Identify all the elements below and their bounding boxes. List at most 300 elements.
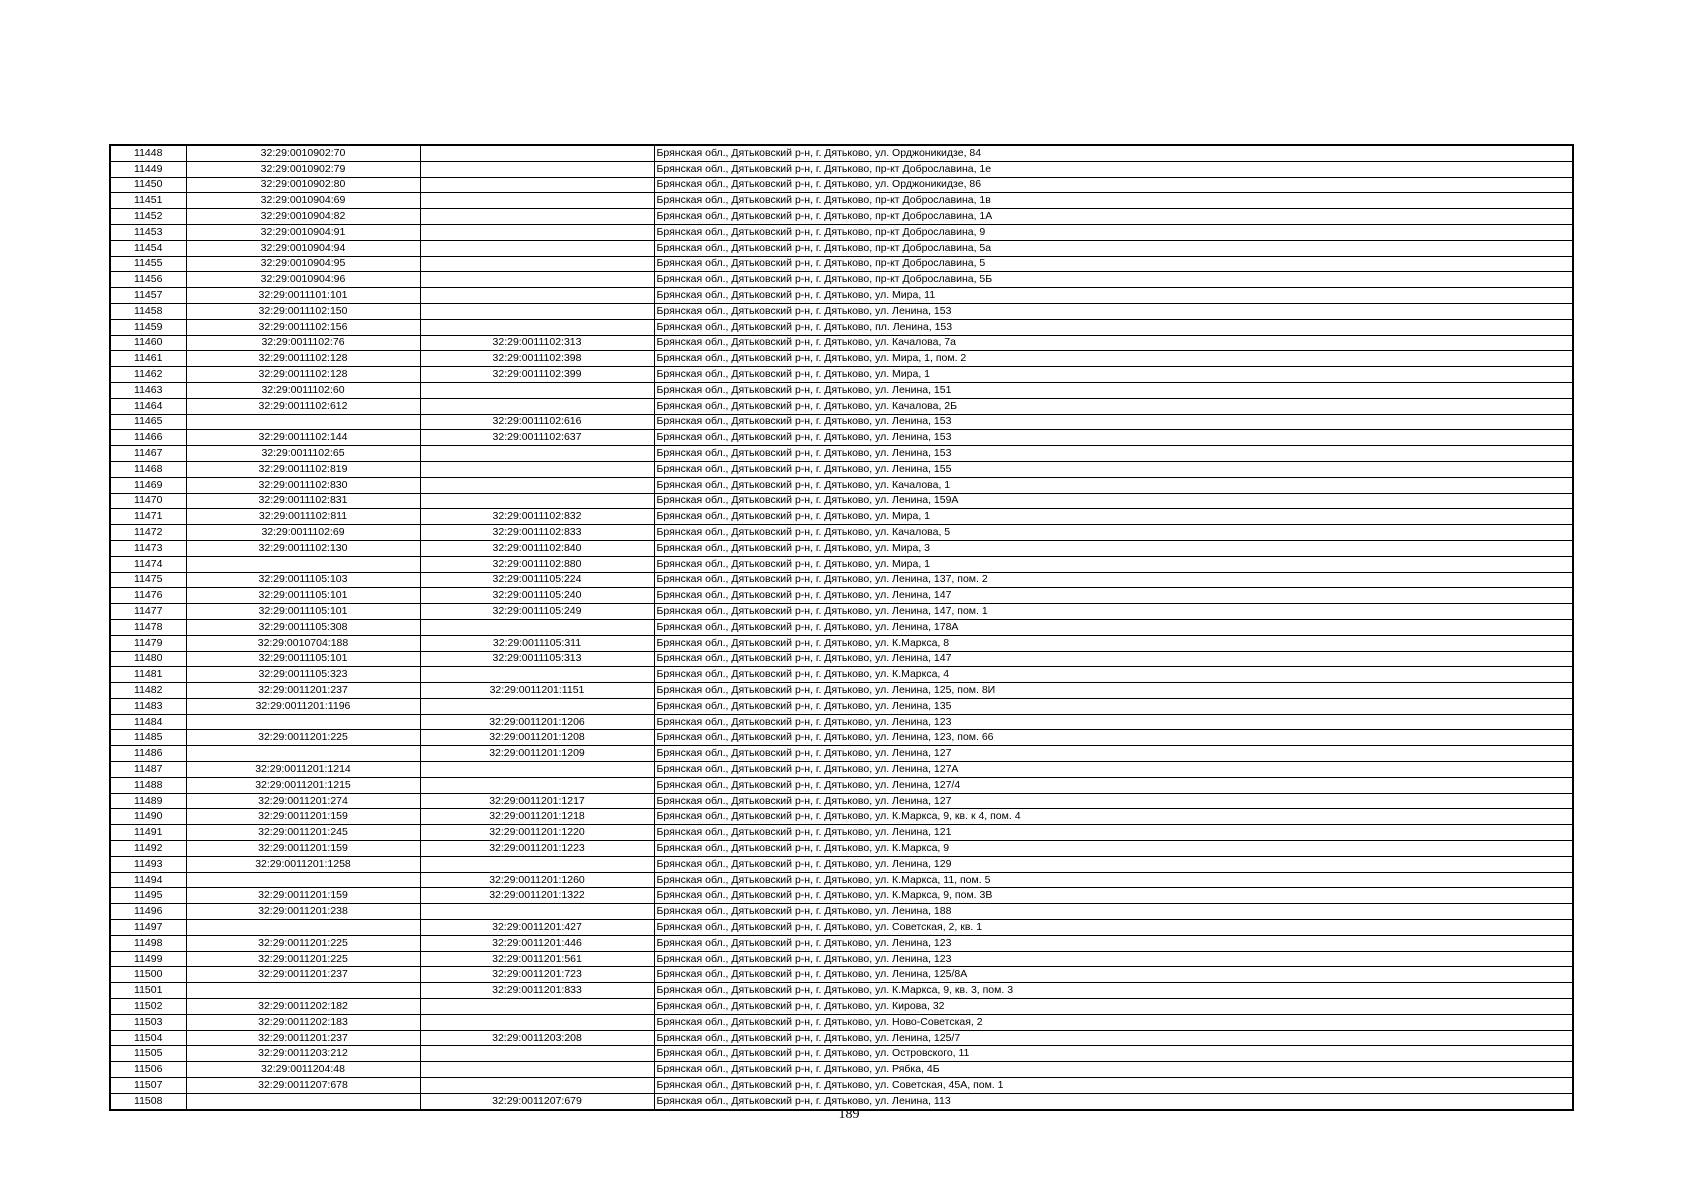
address-cell: Брянская обл., Дятьковский р-н, г. Дятьково, ул. Ленина, 147, пом. 1 (654, 604, 1573, 620)
table-row (110, 209, 1573, 225)
row-number-cell: 11501 (110, 983, 186, 999)
row-number-cell: 11497 (110, 920, 186, 936)
object-cadastral-number-cell (420, 461, 654, 477)
cadastral-number-cell (186, 983, 420, 999)
table-row (110, 825, 1573, 841)
object-cadastral-number-cell: 32:29:0011105:224 (420, 572, 654, 588)
table-row (110, 714, 1573, 730)
table-row (110, 303, 1573, 319)
cadastral-number-cell: 32:29:0010704:188 (186, 635, 420, 651)
table-row (110, 1014, 1573, 1030)
cadastral-number-cell (186, 714, 420, 730)
cadastral-number-cell: 32:29:0011102:830 (186, 477, 420, 493)
row-number-cell: 11496 (110, 904, 186, 920)
table-row (110, 193, 1573, 209)
cadastral-number-cell: 32:29:0011105:101 (186, 588, 420, 604)
object-cadastral-number-cell: 32:29:0011207:679 (420, 1093, 654, 1109)
cadastral-number-cell: 32:29:0011201:159 (186, 809, 420, 825)
cadastral-number-cell: 32:29:0011201:159 (186, 888, 420, 904)
cadastral-number-cell: 32:29:0011201:1215 (186, 777, 420, 793)
row-number-cell: 11457 (110, 288, 186, 304)
row-number-cell: 11468 (110, 461, 186, 477)
row-number-cell: 11508 (110, 1093, 186, 1109)
address-cell: Брянская обл., Дятьковский р-н, г. Дятьково, ул. К.Маркса, 8 (654, 635, 1573, 651)
row-number-cell: 11487 (110, 762, 186, 778)
address-cell: Брянская обл., Дятьковский р-н, г. Дятьково, ул. Ленина, 153 (654, 446, 1573, 462)
cadastral-number-cell: 32:29:0011102:831 (186, 493, 420, 509)
cadastral-number-cell (186, 556, 420, 572)
object-cadastral-number-cell: 32:29:0011201:1151 (420, 683, 654, 699)
object-cadastral-number-cell (420, 209, 654, 225)
table-row (110, 272, 1573, 288)
object-cadastral-number-cell (420, 193, 654, 209)
address-cell: Брянская обл., Дятьковский р-н, г. Дятьково, ул. Ленина, 178А (654, 619, 1573, 635)
row-number-cell: 11452 (110, 209, 186, 225)
address-cell: Брянская обл., Дятьковский р-н, г. Дятьково, пр-кт Доброславина, 5Б (654, 272, 1573, 288)
address-cell: Брянская обл., Дятьковский р-н, г. Дятьково, ул. К.Маркса, 9, кв. к 4, пом. 4 (654, 809, 1573, 825)
address-cell: Брянская обл., Дятьковский р-н, г. Дятьково, ул. Ленина, 153 (654, 414, 1573, 430)
row-number-cell: 11481 (110, 667, 186, 683)
object-cadastral-number-cell: 32:29:0011105:249 (420, 604, 654, 620)
object-cadastral-number-cell: 32:29:0011201:1220 (420, 825, 654, 841)
cadastral-number-cell (186, 872, 420, 888)
object-cadastral-number-cell: 32:29:0011105:313 (420, 651, 654, 667)
address-cell: Брянская обл., Дятьковский р-н, г. Дятьково, ул. Ленина, 153 (654, 303, 1573, 319)
object-cadastral-number-cell: 32:29:0011203:208 (420, 1030, 654, 1046)
table-row (110, 1078, 1573, 1094)
registry-table-body (110, 145, 1573, 1110)
address-cell: Брянская обл., Дятьковский р-н, г. Дятьково, ул. Мира, 1 (654, 556, 1573, 572)
address-cell: Брянская обл., Дятьковский р-н, г. Дятьково, пр-кт Доброславина, 9 (654, 224, 1573, 240)
row-number-cell: 11466 (110, 430, 186, 446)
cadastral-number-cell: 32:29:0011102:76 (186, 335, 420, 351)
cadastral-number-cell: 32:29:0011102:811 (186, 509, 420, 525)
object-cadastral-number-cell (420, 177, 654, 193)
object-cadastral-number-cell (420, 698, 654, 714)
cadastral-number-cell: 32:29:0010902:79 (186, 161, 420, 177)
table-row (110, 983, 1573, 999)
object-cadastral-number-cell: 32:29:0011201:427 (420, 920, 654, 936)
object-cadastral-number-cell: 32:29:0011102:399 (420, 367, 654, 383)
address-cell: Брянская обл., Дятьковский р-н, г. Дятьково, ул. Ленина, 123 (654, 714, 1573, 730)
table-row (110, 1062, 1573, 1078)
address-cell: Брянская обл., Дятьковский р-н, г. Дятьково, ул. Ленина, 129 (654, 856, 1573, 872)
cadastral-number-cell: 32:29:0011102:612 (186, 398, 420, 414)
address-cell: Брянская обл., Дятьковский р-н, г. Дятьково, ул. Островского, 11 (654, 1046, 1573, 1062)
row-number-cell: 11472 (110, 525, 186, 541)
table-row (110, 746, 1573, 762)
object-cadastral-number-cell: 32:29:0011102:880 (420, 556, 654, 572)
object-cadastral-number-cell (420, 398, 654, 414)
table-row (110, 872, 1573, 888)
table-row (110, 525, 1573, 541)
row-number-cell: 11498 (110, 935, 186, 951)
table-row (110, 920, 1573, 936)
table-row (110, 335, 1573, 351)
address-cell: Брянская обл., Дятьковский р-н, г. Дятьково, ул. Советская, 2, кв. 1 (654, 920, 1573, 936)
row-number-cell: 11477 (110, 604, 186, 620)
row-number-cell: 11486 (110, 746, 186, 762)
table-row (110, 904, 1573, 920)
cadastral-number-cell: 32:29:0011102:65 (186, 446, 420, 462)
table-row (110, 509, 1573, 525)
object-cadastral-number-cell: 32:29:0011201:1208 (420, 730, 654, 746)
cadastral-number-cell: 32:29:0011102:128 (186, 351, 420, 367)
cadastral-number-cell: 32:29:0010902:80 (186, 177, 420, 193)
address-cell: Брянская обл., Дятьковский р-н, г. Дятьково, ул. К.Маркса, 11, пом. 5 (654, 872, 1573, 888)
row-number-cell: 11458 (110, 303, 186, 319)
row-number-cell: 11460 (110, 335, 186, 351)
table-row (110, 1030, 1573, 1046)
address-cell: Брянская обл., Дятьковский р-н, г. Дятьково, ул. Ленина, 121 (654, 825, 1573, 841)
table-row (110, 288, 1573, 304)
address-cell: Брянская обл., Дятьковский р-н, г. Дятьково, ул. Орджоникидзе, 84 (654, 145, 1573, 161)
object-cadastral-number-cell: 32:29:0011102:313 (420, 335, 654, 351)
row-number-cell: 11499 (110, 951, 186, 967)
row-number-cell: 11475 (110, 572, 186, 588)
cadastral-number-cell: 32:29:0011201:274 (186, 793, 420, 809)
row-number-cell: 11505 (110, 1046, 186, 1062)
row-number-cell: 11500 (110, 967, 186, 983)
table-row (110, 477, 1573, 493)
cadastral-number-cell (186, 414, 420, 430)
address-cell: Брянская обл., Дятьковский р-н, г. Дятьково, ул. Качалова, 5 (654, 525, 1573, 541)
address-cell: Брянская обл., Дятьковский р-н, г. Дятьково, ул. Ленина, 135 (654, 698, 1573, 714)
table-row (110, 698, 1573, 714)
object-cadastral-number-cell: 32:29:0011201:561 (420, 951, 654, 967)
address-cell: Брянская обл., Дятьковский р-н, г. Дятьково, ул. К.Маркса, 4 (654, 667, 1573, 683)
object-cadastral-number-cell (420, 856, 654, 872)
table-row (110, 951, 1573, 967)
cadastral-number-cell: 32:29:0011102:128 (186, 367, 420, 383)
address-cell: Брянская обл., Дятьковский р-н, г. Дятьково, ул. Рябка, 4Б (654, 1062, 1573, 1078)
row-number-cell: 11493 (110, 856, 186, 872)
row-number-cell: 11461 (110, 351, 186, 367)
row-number-cell: 11479 (110, 635, 186, 651)
object-cadastral-number-cell (420, 256, 654, 272)
object-cadastral-number-cell: 32:29:0011201:1217 (420, 793, 654, 809)
table-row (110, 667, 1573, 683)
object-cadastral-number-cell: 32:29:0011201:1209 (420, 746, 654, 762)
table-row (110, 461, 1573, 477)
object-cadastral-number-cell (420, 999, 654, 1015)
object-cadastral-number-cell (420, 272, 654, 288)
table-row (110, 762, 1573, 778)
cadastral-number-cell: 32:29:0010904:96 (186, 272, 420, 288)
table-row (110, 145, 1573, 161)
table-row (110, 888, 1573, 904)
address-cell: Брянская обл., Дятьковский р-н, г. Дятьково, ул. Ленина, 127 (654, 793, 1573, 809)
cadastral-number-cell: 32:29:0011201:225 (186, 935, 420, 951)
object-cadastral-number-cell (420, 777, 654, 793)
row-number-cell: 11448 (110, 145, 186, 161)
address-cell: Брянская обл., Дятьковский р-н, г. Дятьково, ул. Ленина, 125/7 (654, 1030, 1573, 1046)
address-cell: Брянская обл., Дятьковский р-н, г. Дятьково, пр-кт Доброславина, 5а (654, 240, 1573, 256)
table-row (110, 319, 1573, 335)
cadastral-number-cell: 32:29:0011102:156 (186, 319, 420, 335)
registry-table (109, 144, 1574, 1111)
address-cell: Брянская обл., Дятьковский р-н, г. Дятьково, ул. Ленина, 113 (654, 1093, 1573, 1109)
object-cadastral-number-cell (420, 161, 654, 177)
cadastral-number-cell: 32:29:0011201:225 (186, 951, 420, 967)
row-number-cell: 11504 (110, 1030, 186, 1046)
row-number-cell: 11459 (110, 319, 186, 335)
object-cadastral-number-cell (420, 493, 654, 509)
address-cell: Брянская обл., Дятьковский р-н, г. Дятьково, ул. Ленина, 123 (654, 951, 1573, 967)
address-cell: Брянская обл., Дятьковский р-н, г. Дятьково, ул. Качалова, 1 (654, 477, 1573, 493)
address-cell: Брянская обл., Дятьковский р-н, г. Дятьково, ул. К.Маркса, 9 (654, 841, 1573, 857)
address-cell: Брянская обл., Дятьковский р-н, г. Дятьково, ул. Ленина, 153 (654, 430, 1573, 446)
object-cadastral-number-cell (420, 1078, 654, 1094)
row-number-cell: 11482 (110, 683, 186, 699)
cadastral-number-cell: 32:29:0011102:144 (186, 430, 420, 446)
address-cell: Брянская обл., Дятьковский р-н, г. Дятьково, ул. Ленина, 147 (654, 651, 1573, 667)
row-number-cell: 11465 (110, 414, 186, 430)
cadastral-number-cell: 32:29:0010904:82 (186, 209, 420, 225)
table-row (110, 856, 1573, 872)
cadastral-number-cell: 32:29:0011201:237 (186, 683, 420, 699)
object-cadastral-number-cell (420, 288, 654, 304)
address-cell: Брянская обл., Дятьковский р-н, г. Дятьково, пр-кт Доброславина, 1А (654, 209, 1573, 225)
object-cadastral-number-cell (420, 904, 654, 920)
address-cell: Брянская обл., Дятьковский р-н, г. Дятьково, ул. Ленина, 151 (654, 382, 1573, 398)
address-cell: Брянская обл., Дятьковский р-н, г. Дятьково, ул. Мира, 11 (654, 288, 1573, 304)
object-cadastral-number-cell: 32:29:0011105:240 (420, 588, 654, 604)
object-cadastral-number-cell: 32:29:0011102:832 (420, 509, 654, 525)
cadastral-number-cell (186, 920, 420, 936)
table-row (110, 588, 1573, 604)
row-number-cell: 11463 (110, 382, 186, 398)
row-number-cell: 11507 (110, 1078, 186, 1094)
cadastral-number-cell: 32:29:0011202:183 (186, 1014, 420, 1030)
cadastral-number-cell: 32:29:0011101:101 (186, 288, 420, 304)
cadastral-number-cell: 32:29:0010904:94 (186, 240, 420, 256)
address-cell: Брянская обл., Дятьковский р-н, г. Дятьково, ул. Ленина, 125/8А (654, 967, 1573, 983)
table-row (110, 256, 1573, 272)
cadastral-number-cell: 32:29:0011102:60 (186, 382, 420, 398)
row-number-cell: 11494 (110, 872, 186, 888)
table-row (110, 382, 1573, 398)
address-cell: Брянская обл., Дятьковский р-н, г. Дятьково, ул. Ленина, 127 (654, 746, 1573, 762)
row-number-cell: 11478 (110, 619, 186, 635)
table-row (110, 556, 1573, 572)
address-cell: Брянская обл., Дятьковский р-н, г. Дятьково, ул. Ленина, 137, пом. 2 (654, 572, 1573, 588)
address-cell: Брянская обл., Дятьковский р-н, г. Дятьково, ул. Кирова, 32 (654, 999, 1573, 1015)
table-row (110, 572, 1573, 588)
object-cadastral-number-cell (420, 382, 654, 398)
object-cadastral-number-cell: 32:29:0011102:616 (420, 414, 654, 430)
page-number: 189 (838, 1107, 860, 1122)
row-number-cell: 11503 (110, 1014, 186, 1030)
address-cell: Брянская обл., Дятьковский р-н, г. Дятьково, ул. Ленина, 188 (654, 904, 1573, 920)
row-number-cell: 11485 (110, 730, 186, 746)
address-cell: Брянская обл., Дятьковский р-н, г. Дятьково, ул. К.Маркса, 9, кв. 3, пом. 3 (654, 983, 1573, 999)
address-cell: Брянская обл., Дятьковский р-н, г. Дятьково, ул. К.Маркса, 9, пом. 3В (654, 888, 1573, 904)
table-row (110, 604, 1573, 620)
row-number-cell: 11473 (110, 540, 186, 556)
row-number-cell: 11476 (110, 588, 186, 604)
object-cadastral-number-cell (420, 1014, 654, 1030)
object-cadastral-number-cell: 32:29:0011102:637 (420, 430, 654, 446)
row-number-cell: 11454 (110, 240, 186, 256)
table-row (110, 240, 1573, 256)
cadastral-number-cell: 32:29:0011105:103 (186, 572, 420, 588)
address-cell: Брянская обл., Дятьковский р-н, г. Дятьково, ул. Мира, 1 (654, 367, 1573, 383)
cadastral-number-cell: 32:29:0011105:101 (186, 651, 420, 667)
object-cadastral-number-cell (420, 240, 654, 256)
table-row (110, 430, 1573, 446)
object-cadastral-number-cell: 32:29:0011201:1260 (420, 872, 654, 888)
table-row (110, 414, 1573, 430)
row-number-cell: 11490 (110, 809, 186, 825)
cadastral-number-cell (186, 746, 420, 762)
cadastral-number-cell: 32:29:0011203:212 (186, 1046, 420, 1062)
object-cadastral-number-cell: 32:29:0011105:311 (420, 635, 654, 651)
cadastral-number-cell: 32:29:0011105:323 (186, 667, 420, 683)
cadastral-number-cell: 32:29:0011201:238 (186, 904, 420, 920)
table-row (110, 351, 1573, 367)
address-cell: Брянская обл., Дятьковский р-н, г. Дятьково, ул. Ленина, 125, пом. 8И (654, 683, 1573, 699)
address-cell: Брянская обл., Дятьковский р-н, г. Дятьково, ул. Ленина, 127/4 (654, 777, 1573, 793)
cadastral-number-cell: 32:29:0011201:225 (186, 730, 420, 746)
address-cell: Брянская обл., Дятьковский р-н, г. Дятьково, ул. Ленина, 123, пом. 66 (654, 730, 1573, 746)
object-cadastral-number-cell (420, 1046, 654, 1062)
object-cadastral-number-cell: 32:29:0011201:1206 (420, 714, 654, 730)
row-number-cell: 11492 (110, 841, 186, 857)
cadastral-number-cell: 32:29:0011201:1214 (186, 762, 420, 778)
table-row (110, 809, 1573, 825)
cadastral-number-cell: 32:29:0010902:70 (186, 145, 420, 161)
row-number-cell: 11471 (110, 509, 186, 525)
cadastral-number-cell: 32:29:0010904:91 (186, 224, 420, 240)
object-cadastral-number-cell: 32:29:0011201:1218 (420, 809, 654, 825)
object-cadastral-number-cell (420, 319, 654, 335)
table-row (110, 999, 1573, 1015)
cadastral-number-cell: 32:29:0011207:678 (186, 1078, 420, 1094)
cadastral-number-cell: 32:29:0011102:819 (186, 461, 420, 477)
object-cadastral-number-cell: 32:29:0011201:1223 (420, 841, 654, 857)
row-number-cell: 11450 (110, 177, 186, 193)
object-cadastral-number-cell: 32:29:0011201:446 (420, 935, 654, 951)
row-number-cell: 11455 (110, 256, 186, 272)
address-cell: Брянская обл., Дятьковский р-н, г. Дятьково, пр-кт Доброславина, 1е (654, 161, 1573, 177)
row-number-cell: 11464 (110, 398, 186, 414)
row-number-cell: 11470 (110, 493, 186, 509)
object-cadastral-number-cell: 32:29:0011201:723 (420, 967, 654, 983)
row-number-cell: 11489 (110, 793, 186, 809)
address-cell: Брянская обл., Дятьковский р-н, г. Дятьково, ул. Ленина, 127А (654, 762, 1573, 778)
row-number-cell: 11495 (110, 888, 186, 904)
address-cell: Брянская обл., Дятьковский р-н, г. Дятьково, ул. Ленина, 159А (654, 493, 1573, 509)
address-cell: Брянская обл., Дятьковский р-н, г. Дятьково, пл. Ленина, 153 (654, 319, 1573, 335)
table-row (110, 446, 1573, 462)
table-row (110, 367, 1573, 383)
cadastral-number-cell: 32:29:0011201:237 (186, 1030, 420, 1046)
table-row (110, 493, 1573, 509)
table-row (110, 730, 1573, 746)
table-row (110, 967, 1573, 983)
cadastral-number-cell: 32:29:0011201:245 (186, 825, 420, 841)
row-number-cell: 11488 (110, 777, 186, 793)
table-row (110, 935, 1573, 951)
address-cell: Брянская обл., Дятьковский р-н, г. Дятьково, ул. Качалова, 7а (654, 335, 1573, 351)
table-row (110, 635, 1573, 651)
address-cell: Брянская обл., Дятьковский р-н, г. Дятьково, ул. Мира, 1 (654, 509, 1573, 525)
address-cell: Брянская обл., Дятьковский р-н, г. Дятьково, ул. Ленина, 155 (654, 461, 1573, 477)
cadastral-number-cell: 32:29:0011102:130 (186, 540, 420, 556)
row-number-cell: 11456 (110, 272, 186, 288)
address-cell: Брянская обл., Дятьковский р-н, г. Дятьково, пр-кт Доброславина, 5 (654, 256, 1573, 272)
row-number-cell: 11469 (110, 477, 186, 493)
object-cadastral-number-cell: 32:29:0011102:398 (420, 351, 654, 367)
object-cadastral-number-cell (420, 303, 654, 319)
cadastral-number-cell: 32:29:0011201:237 (186, 967, 420, 983)
cadastral-number-cell: 32:29:0011201:1196 (186, 698, 420, 714)
row-number-cell: 11506 (110, 1062, 186, 1078)
address-cell: Брянская обл., Дятьковский р-н, г. Дятьково, ул. Ново-Советская, 2 (654, 1014, 1573, 1030)
object-cadastral-number-cell: 32:29:0011201:833 (420, 983, 654, 999)
row-number-cell: 11491 (110, 825, 186, 841)
object-cadastral-number-cell: 32:29:0011102:840 (420, 540, 654, 556)
table-row (110, 224, 1573, 240)
address-cell: Брянская обл., Дятьковский р-н, г. Дятьково, ул. Ленина, 147 (654, 588, 1573, 604)
row-number-cell: 11462 (110, 367, 186, 383)
row-number-cell: 11480 (110, 651, 186, 667)
cadastral-number-cell: 32:29:0011204:48 (186, 1062, 420, 1078)
cadastral-number-cell: 32:29:0010904:95 (186, 256, 420, 272)
address-cell: Брянская обл., Дятьковский р-н, г. Дятьково, ул. Орджоникидзе, 86 (654, 177, 1573, 193)
object-cadastral-number-cell (420, 477, 654, 493)
cadastral-number-cell: 32:29:0011102:150 (186, 303, 420, 319)
table-row (110, 1046, 1573, 1062)
cadastral-number-cell: 32:29:0011202:182 (186, 999, 420, 1015)
table-row (110, 651, 1573, 667)
table-row (110, 841, 1573, 857)
object-cadastral-number-cell: 32:29:0011201:1322 (420, 888, 654, 904)
row-number-cell: 11449 (110, 161, 186, 177)
table-row (110, 619, 1573, 635)
row-number-cell: 11474 (110, 556, 186, 572)
object-cadastral-number-cell (420, 224, 654, 240)
cadastral-number-cell: 32:29:0011201:1258 (186, 856, 420, 872)
address-cell: Брянская обл., Дятьковский р-н, г. Дятьково, ул. Мира, 1, пом. 2 (654, 351, 1573, 367)
cadastral-number-cell: 32:29:0010904:69 (186, 193, 420, 209)
cadastral-number-cell: 32:29:0011102:69 (186, 525, 420, 541)
object-cadastral-number-cell (420, 145, 654, 161)
table-row (110, 683, 1573, 699)
address-cell: Брянская обл., Дятьковский р-н, г. Дятьково, ул. Советская, 45А, пом. 1 (654, 1078, 1573, 1094)
row-number-cell: 11467 (110, 446, 186, 462)
object-cadastral-number-cell (420, 762, 654, 778)
object-cadastral-number-cell (420, 667, 654, 683)
cadastral-number-cell: 32:29:0011105:101 (186, 604, 420, 620)
object-cadastral-number-cell (420, 1062, 654, 1078)
object-cadastral-number-cell: 32:29:0011102:833 (420, 525, 654, 541)
address-cell: Брянская обл., Дятьковский р-н, г. Дятьково, ул. Мира, 3 (654, 540, 1573, 556)
table-row (110, 777, 1573, 793)
table-row (110, 793, 1573, 809)
cadastral-number-cell: 32:29:0011105:308 (186, 619, 420, 635)
table-row (110, 161, 1573, 177)
address-cell: Брянская обл., Дятьковский р-н, г. Дятьково, ул. Ленина, 123 (654, 935, 1573, 951)
table-row (110, 177, 1573, 193)
table-row (110, 540, 1573, 556)
object-cadastral-number-cell (420, 446, 654, 462)
row-number-cell: 11451 (110, 193, 186, 209)
row-number-cell: 11453 (110, 224, 186, 240)
row-number-cell: 11483 (110, 698, 186, 714)
table-row (110, 398, 1573, 414)
